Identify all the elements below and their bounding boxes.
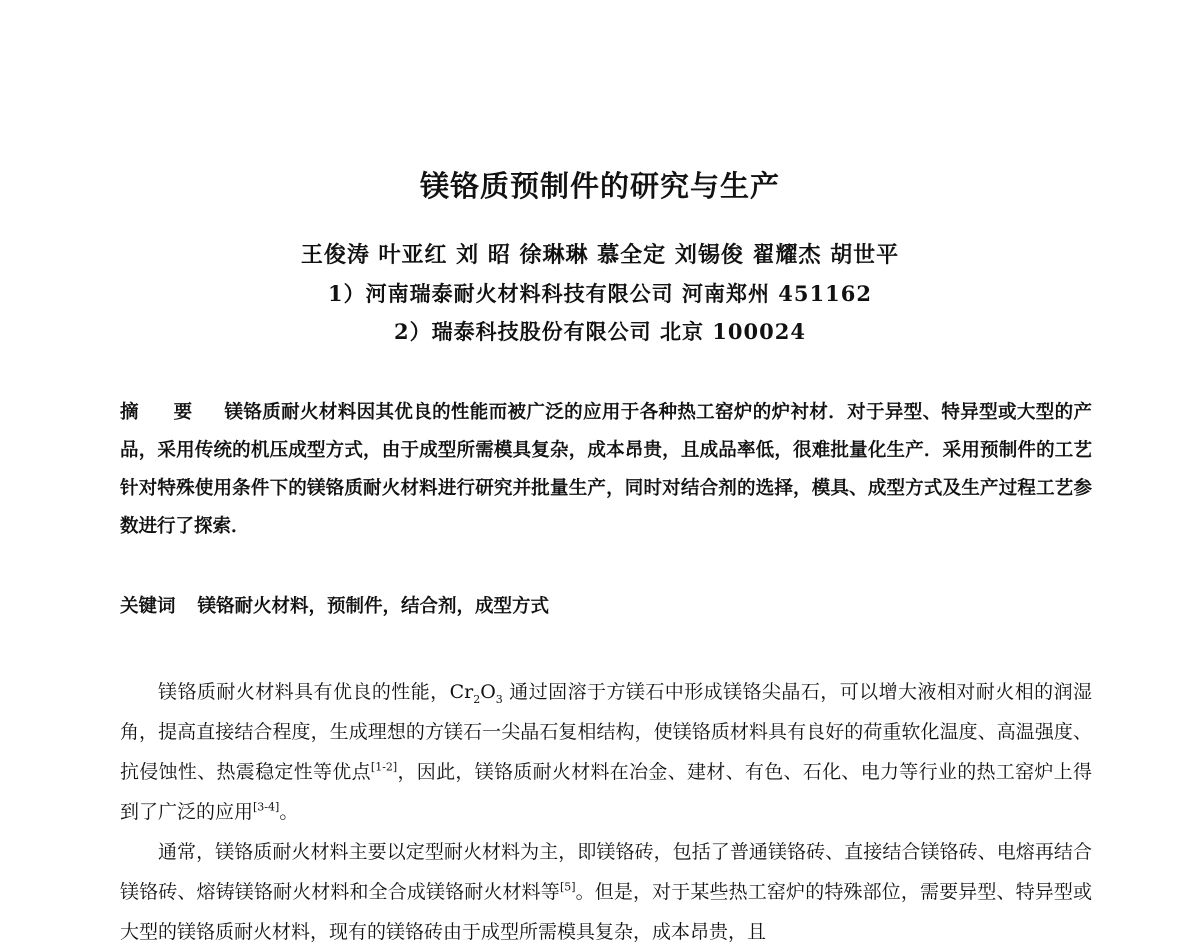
para1-subscript-1: 2 [473,692,481,706]
abstract [120,394,1092,546]
citation-ref: [5] [559,880,576,894]
keywords-text: 镁铬耐火材料，预制件，结合剂，成型方式 [197,596,550,617]
para1-text-b: O [480,681,496,703]
para2-text-a: 通常，镁铬质耐火材料主要以定型耐火材料为主，即镁铬砖，包括了普通镁铬砖、直接结合镁铬砖、电熔再结合镁铬砖、熔铸镁铬耐火材料和全合成镁铬耐火材料等 [120,841,1092,903]
abstract-text: 镁铬质耐火材料因其优良的性能而被广泛的应用于各种热工窑炉的炉衬材．对于异型、特异型或大型的产品，采用传统的机压成型方式，由于成型所需模具复杂，成本昂贵，且成品率低，很难批量化生产．采用预制件的工艺针对特殊使用条件下的镁铬质耐火材料进行研究并批量生产，同时对结合剂的选择，模具、成型方式及生产过程工艺参数进行了探索． [120,402,1092,537]
author-list: 王俊涛 叶亚红 刘 昭 徐琳琳 慕全定 刘锡俊 翟耀杰 胡世平 [300,242,900,268]
affiliation-1: 1）河南瑞泰耐火材料科技有限公司 河南郑州 451162 [328,281,872,306]
paper-title: 镁铬质预制件的研究与生产 [419,169,780,203]
citation-ref: [3-4] [253,800,280,814]
body-text [120,672,1092,952]
paragraph-2 [120,832,1092,952]
para1-text-d: ，因此，镁铬质耐火材料在冶金、建材、有色、石化、电力等行业的热工窑炉上得到了广泛的应用 [120,761,1092,823]
abstract-label: 摘 要 [120,402,207,423]
para1-text-a: 镁铬质耐火材料具有优良的性能，Cr [158,681,474,703]
keywords [120,592,1092,618]
para1-text-e: 。 [279,801,299,823]
para1-text-c: 通过固溶于方镁石中形成镁铬尖晶石，可以增大液相对耐火相的润湿角，提高直接结合程度，生成理想的方镁石一尖晶石复相结构，使镁铬质材料具有良好的荷重软化温度、高温强度、抗侵蚀性、热震稳定性等优点 [120,681,1093,783]
keywords-label: 关键词 [120,596,176,617]
para2-text-b: 。但是，对于某些热工窑炉的特殊部位，需要异型、特异型或大型的镁铬质耐火材料，现有的镁铬砖由于成型所需模具复杂，成本昂贵，且 [120,881,1092,943]
citation-ref: [1-2] [370,760,398,774]
affiliation-2: 2）瑞泰科技股份有限公司 北京 100024 [394,319,806,344]
para1-subscript-2: 3 [495,692,503,706]
paragraph-1 [120,672,1092,832]
